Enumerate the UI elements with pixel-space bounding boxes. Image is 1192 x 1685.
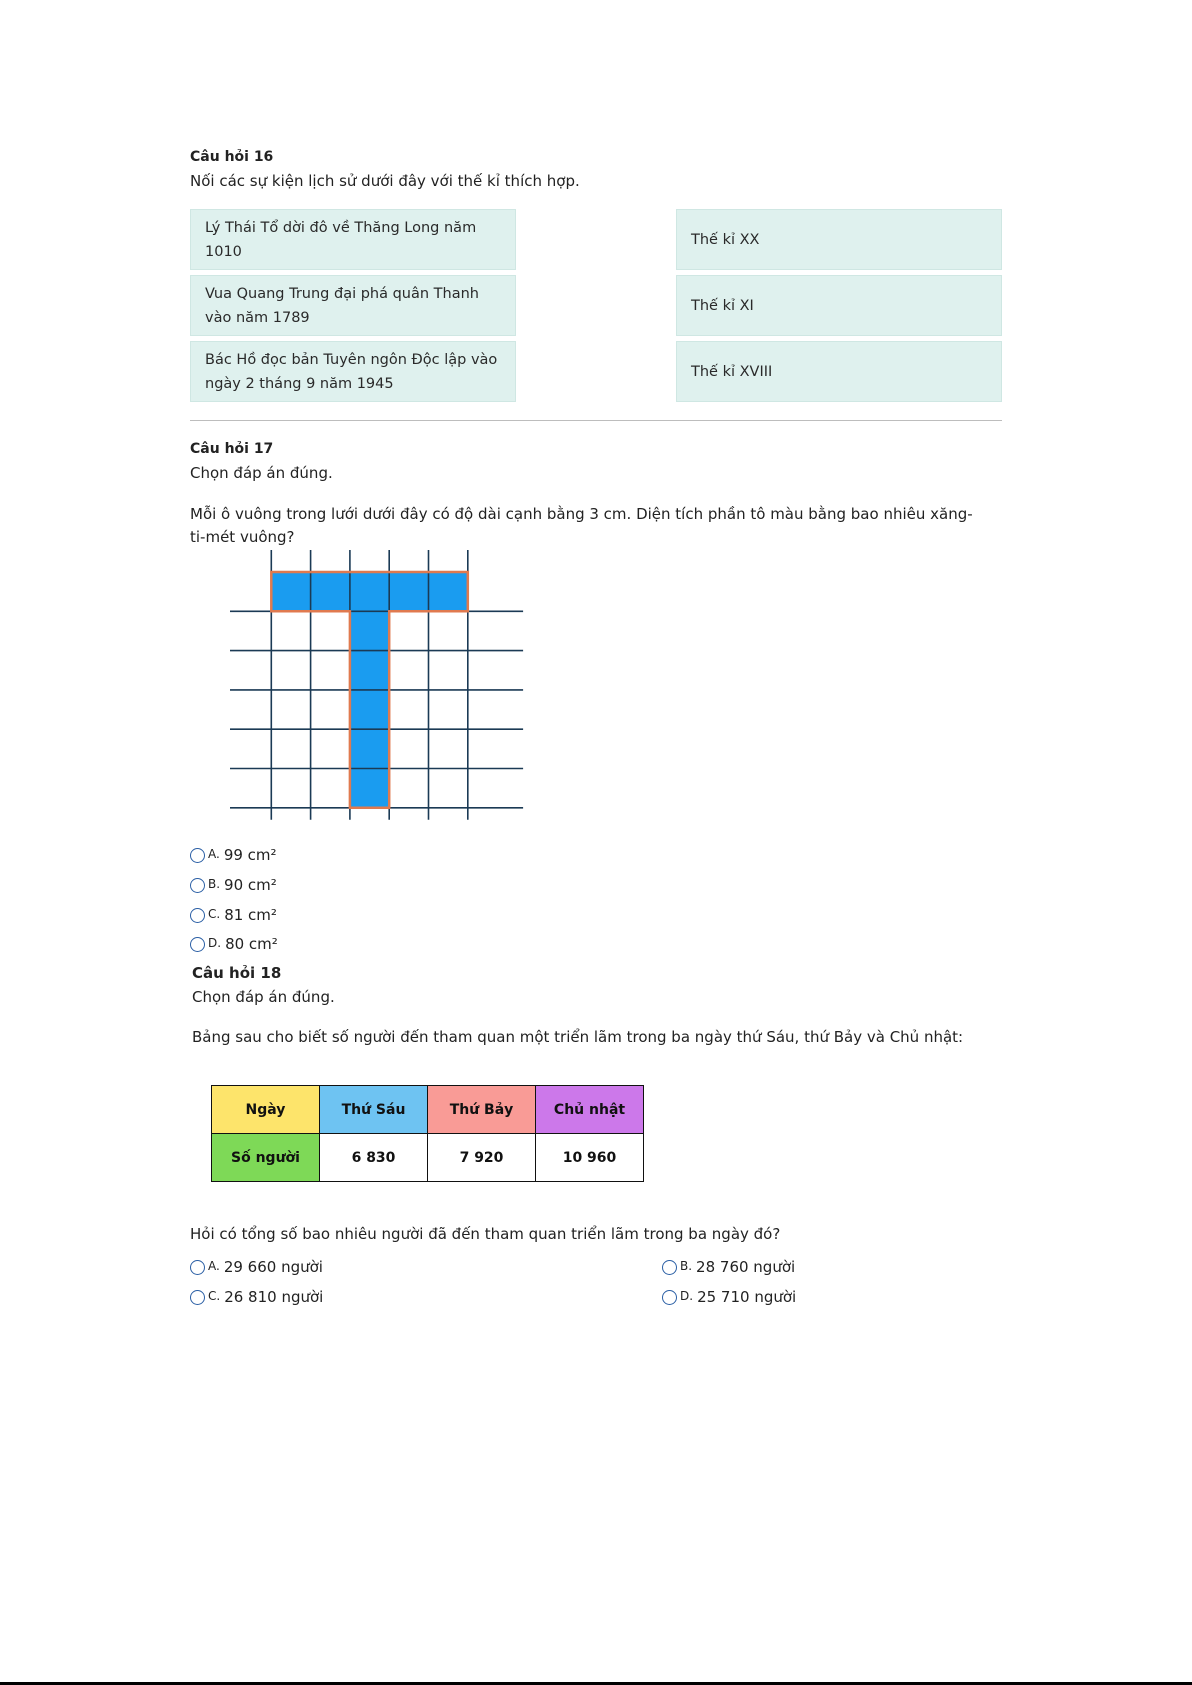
header-cell: Thứ Sáu — [320, 1086, 428, 1134]
match-left-item-2[interactable] — [190, 275, 516, 336]
q17-title: Câu hỏi 17 — [190, 441, 274, 457]
radio-button[interactable] — [662, 1260, 677, 1275]
q17-option-d[interactable] — [190, 935, 278, 953]
match-right-item-3[interactable] — [676, 341, 1002, 402]
radio-button[interactable] — [190, 937, 205, 952]
radio-button[interactable] — [662, 1290, 677, 1305]
option-text: 81 cm² — [224, 906, 277, 924]
q17-option-b[interactable] — [190, 876, 277, 894]
radio-button[interactable] — [190, 878, 205, 893]
shaded-cell — [350, 572, 389, 611]
q16-instruction: Nối các sự kiện lịch sử dưới đây với thế kỉ thích hợp. — [190, 172, 580, 190]
radio-button[interactable] — [190, 848, 205, 863]
radio-button[interactable] — [190, 1260, 205, 1275]
header-cell: Thứ Bảy — [428, 1086, 536, 1134]
row-label-cell: Số người — [212, 1134, 320, 1182]
option-letter: A. — [208, 847, 220, 861]
option-letter: B. — [208, 877, 221, 891]
q17-option-c[interactable] — [190, 906, 277, 924]
header-cell: Ngày — [212, 1086, 320, 1134]
q17-instruction: Chọn đáp án đúng. — [190, 464, 333, 482]
q18-option-c[interactable] — [190, 1288, 323, 1306]
option-text: 90 cm² — [224, 876, 277, 894]
option-letter: C. — [208, 1289, 221, 1303]
shaded-cell — [429, 572, 468, 611]
shaded-cell — [350, 651, 389, 690]
q18-option-d[interactable] — [662, 1288, 796, 1306]
match-left-label: Vua Quang Trung đại phá quân Thanh vào năm 1789 — [205, 285, 479, 326]
shaded-cell — [350, 690, 389, 729]
q18-option-a[interactable] — [190, 1258, 323, 1276]
section-divider — [190, 420, 1002, 421]
match-left-label: Lý Thái Tổ dời đô về Thăng Long năm 1010 — [205, 219, 477, 260]
table-row — [212, 1134, 644, 1182]
option-text: 26 810 người — [224, 1288, 324, 1306]
option-text: 29 660 người — [223, 1258, 323, 1276]
match-left-item-1[interactable] — [190, 209, 516, 270]
option-text: 28 760 người — [696, 1258, 796, 1276]
option-letter: C. — [208, 907, 221, 921]
value-cell: 7 920 — [428, 1134, 536, 1182]
value-cell: 6 830 — [320, 1134, 428, 1182]
radio-button[interactable] — [190, 1290, 205, 1305]
q18-question: Hỏi có tổng số bao nhiêu người đã đến tham quan triển lãm trong ba ngày đó? — [190, 1225, 781, 1243]
option-letter: A. — [208, 1259, 220, 1273]
option-letter: D. — [680, 1289, 694, 1303]
q18-instruction: Chọn đáp án đúng. — [192, 988, 335, 1006]
shaded-grid-figure — [230, 550, 534, 822]
option-text: 25 710 người — [697, 1288, 797, 1306]
option-letter: D. — [208, 936, 222, 950]
match-right-label: Thế kỉ XVIII — [691, 363, 773, 380]
match-left-item-3[interactable] — [190, 341, 516, 402]
q18-option-b[interactable] — [662, 1258, 795, 1276]
option-text: 80 cm² — [225, 935, 278, 953]
match-right-label: Thế kỉ XX — [691, 231, 760, 248]
shaded-cell — [350, 729, 389, 768]
match-right-item-2[interactable] — [676, 275, 1002, 336]
shaded-cell — [271, 572, 310, 611]
table-header-row — [212, 1086, 644, 1134]
header-cell: Chủ nhật — [536, 1086, 644, 1134]
match-right-item-1[interactable] — [676, 209, 1002, 270]
q18-intro: Bảng sau cho biết số người đến tham quan một triển lãm trong ba ngày thứ Sáu, thứ Bảy và Chủ nhật: — [192, 1028, 964, 1046]
q17-option-a[interactable] — [190, 846, 277, 864]
shaded-cell — [389, 572, 428, 611]
q17-question: Mỗi ô vuông trong lưới dưới đây có độ dài cạnh bằng 3 cm. Diện tích phần tô màu bằng bao nhiêu xăng-ti-mét vuông? — [190, 505, 973, 546]
option-text: 99 cm² — [223, 846, 277, 864]
radio-button[interactable] — [190, 908, 205, 923]
value-cell: 10 960 — [536, 1134, 644, 1182]
shaded-cell — [350, 769, 389, 808]
match-right-label: Thế kỉ XI — [691, 297, 754, 314]
match-left-label: Bác Hồ đọc bản Tuyên ngôn Độc lập vào ngày 2 tháng 9 năm 1945 — [205, 351, 498, 392]
shaded-cell — [311, 572, 350, 611]
visitors-table — [211, 1085, 644, 1182]
q16-title: Câu hỏi 16 — [190, 149, 274, 165]
option-letter: B. — [680, 1259, 693, 1273]
q18-title: Câu hỏi 18 — [192, 964, 282, 982]
shaded-cell — [350, 611, 389, 650]
